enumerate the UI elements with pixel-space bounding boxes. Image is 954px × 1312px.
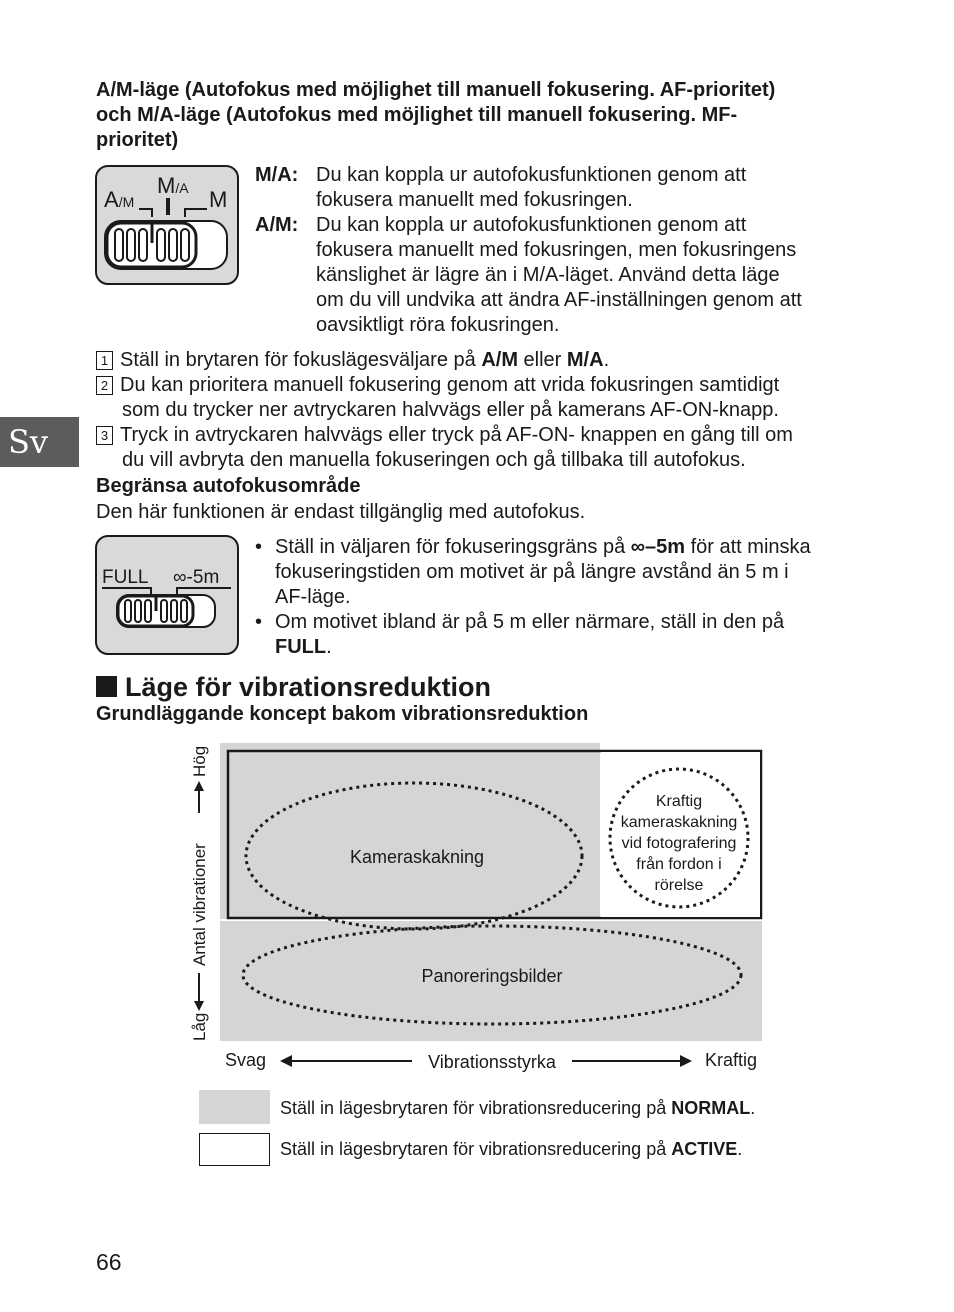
step-number: 3	[96, 426, 113, 445]
label-vehicle-line: Kraftig	[655, 793, 703, 810]
step-number: 1	[96, 351, 113, 370]
language-tab: Sv	[0, 417, 79, 467]
limit-bullets	[255, 535, 895, 660]
definition-line: fokusera manuellt med fokusringen, men fokusringens	[316, 239, 797, 261]
definition-line: om du vill undvika att ändra AF-inställningen genom att	[316, 289, 802, 311]
legend-normal: Ställ in lägesbrytaren för vibrationsreducering på NORMAL.	[280, 1098, 756, 1118]
definition-line: Du kan koppla ur autofokusfunktionen genom att	[316, 214, 747, 236]
switch-label-am: A/M	[104, 187, 135, 212]
step-number: 2	[96, 376, 113, 395]
mode-definitions	[255, 163, 895, 338]
step-2: 2 Du kan prioritera manuell fokusering genom att vrida fokusringen samtidigt som du trycker ner avtryckaren halvvägs eller på kamerans AF-ON-knapp.	[96, 373, 886, 423]
limit-heading: Begränsa autofokusområde	[96, 475, 361, 497]
vr-section-title: Läge för vibrationsreduktion	[96, 672, 491, 702]
definition-ma	[255, 163, 895, 213]
definition-line: fokusera manuellt med fokusringen.	[316, 189, 633, 211]
x-axis	[225, 1050, 757, 1072]
label-vehicle-line: vid fotografering	[621, 835, 737, 852]
switch-label-inf-5m: ∞-5m	[173, 567, 220, 588]
heading-line: och M/A-läge (Autofokus med möjlighet till manuell fokusering. MF-	[96, 104, 738, 126]
step-3: 3 Tryck in avtryckaren halvvägs eller tryck på AF-ON- knappen en gång till om du vill avbryta den manuella fokuseringen och gå tillbaka till autofokus.	[96, 423, 886, 473]
limit-intro: Den här funktionen är endast tillgänglig med autofokus.	[96, 501, 586, 523]
page-number: 66	[96, 1249, 122, 1275]
definition-am	[255, 213, 895, 338]
label-panning: Panoreringsbilder	[421, 966, 563, 986]
y-axis-low: Låg	[190, 1012, 209, 1041]
label-vehicle-line: från fordon i	[636, 856, 722, 873]
y-arrow-low-icon	[194, 1001, 204, 1011]
definition-line: oavsiktligt röra fokusringen.	[316, 314, 560, 336]
x-axis-low: Svag	[225, 1050, 267, 1070]
y-arrow-high-icon	[194, 781, 204, 791]
x-axis-label: Vibrationsstyrka	[428, 1052, 556, 1072]
definition-line: känslighet är lägre än i M/A-läget. Använd detta läge	[316, 264, 780, 286]
y-axis-high: Hög	[190, 745, 209, 777]
vr-concept-diagram	[180, 738, 780, 1078]
y-axis-label: Antal vibrationer	[190, 843, 209, 966]
legend-swatch-active	[199, 1133, 270, 1166]
switch-label-full: FULL	[102, 567, 149, 588]
definition-term: A/M:	[255, 214, 299, 236]
legend-swatch-normal	[199, 1090, 270, 1124]
label-vehicle-line: rörelse	[654, 877, 704, 894]
legend-active: Ställ in lägesbrytaren för vibrationsreducering på ACTIVE.	[280, 1139, 743, 1159]
step-1: 1 Ställ in brytaren för fokuslägesväljare på A/M eller M/A.	[96, 348, 886, 373]
x-arrow-high-icon	[680, 1055, 692, 1067]
steps-list	[96, 348, 886, 473]
label-vehicle-line: kameraskakning	[620, 814, 738, 831]
label-camera-shake: Kameraskakning	[349, 847, 485, 867]
section-square-icon	[96, 676, 117, 697]
switch-label-ma: M/A	[157, 173, 189, 198]
normal-region-upper	[220, 743, 600, 919]
bullet-1: • Ställ in väljaren för fokuseringsgräns på ∞–5m för att minska fokuseringstiden om motivet är på längre avstånd än 5 m i AF-läge.	[255, 536, 811, 608]
section-heading-am-ma	[96, 78, 896, 153]
switch-label-m: M	[209, 187, 228, 212]
definition-term: M/A:	[255, 164, 299, 186]
x-axis-high: Kraftig	[705, 1050, 758, 1070]
focus-limit-switch-illustration	[95, 535, 239, 655]
heading-line: prioritet)	[96, 129, 179, 151]
y-axis	[190, 746, 209, 1041]
bullet-2: • Om motivet ibland är på 5 m eller närmare, ställ in den på FULL.	[255, 611, 785, 658]
vr-subtitle: Grundläggande koncept bakom vibrationsreduktion	[96, 703, 589, 725]
definition-line: Du kan koppla ur autofokusfunktionen genom att	[316, 164, 747, 186]
heading-line: A/M-läge (Autofokus med möjlighet till manuell fokusering. AF-prioritet)	[96, 79, 776, 101]
focus-mode-switch-illustration	[95, 165, 239, 285]
